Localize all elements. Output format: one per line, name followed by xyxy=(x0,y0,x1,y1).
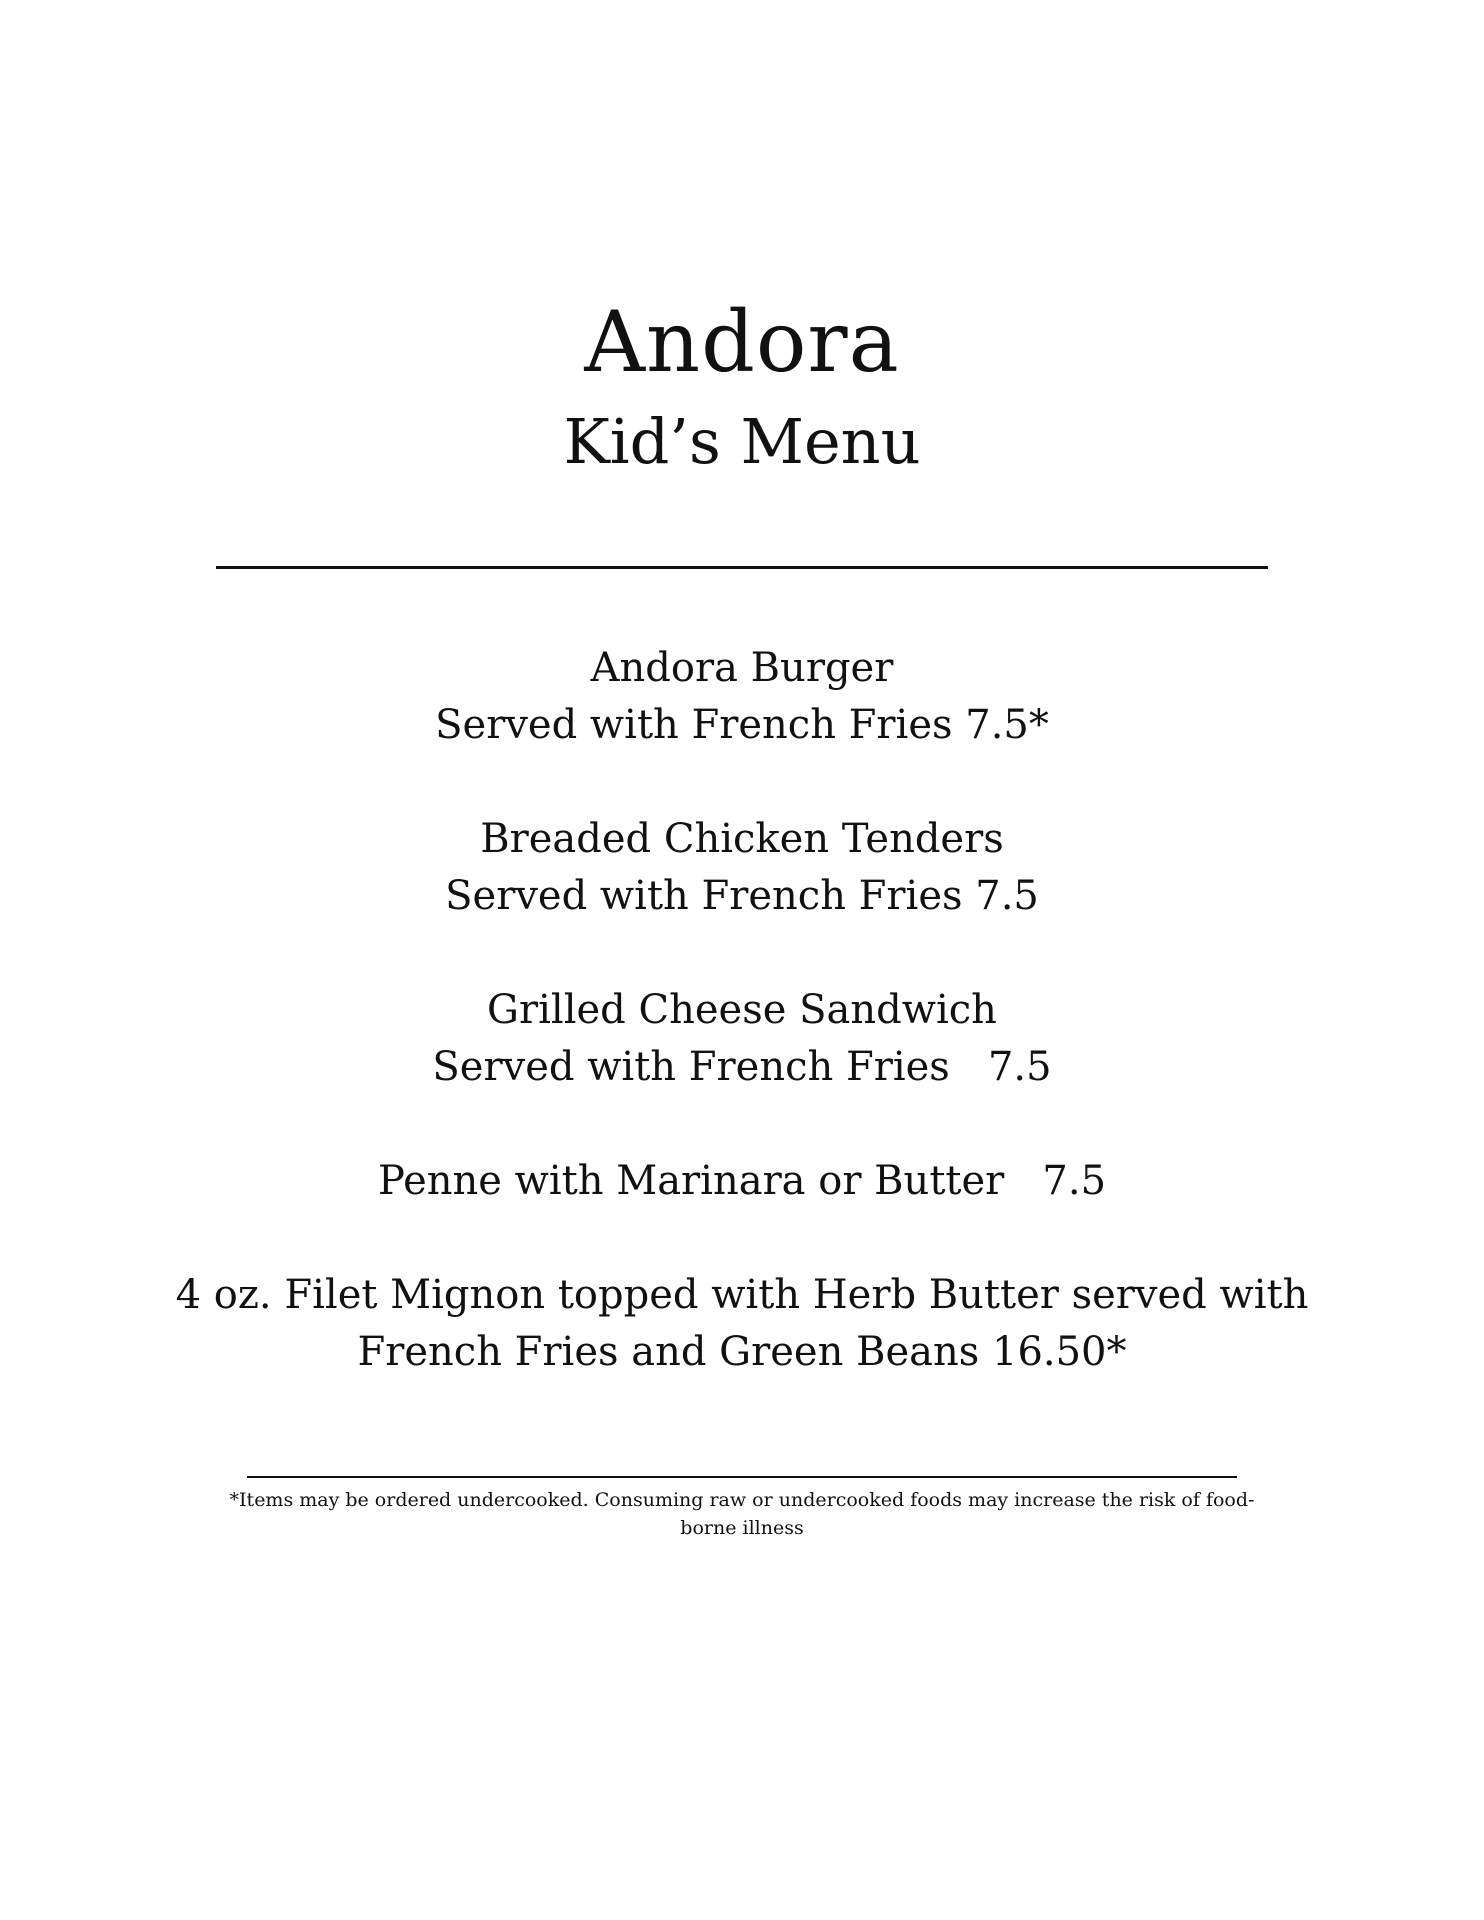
menu-item-name: Grilled Cheese Sandwich xyxy=(487,987,997,1033)
menu-item-grilled-cheese xyxy=(0,982,1484,1096)
menu-item-description: Served with French Fries 7.5 xyxy=(432,1044,1052,1090)
menu-title: Kid’s Menu xyxy=(563,405,921,478)
bottom-divider xyxy=(247,1476,1237,1478)
menu-item-filet-mignon xyxy=(0,1267,1484,1381)
menu-item-burger xyxy=(0,640,1484,754)
menu-items xyxy=(0,640,1484,1381)
disclaimer-text: *Items may be ordered undercooked. Consuming raw or undercooked foods may increase the risk of food-borne illness xyxy=(229,1489,1255,1539)
menu-item-chicken-tenders xyxy=(0,811,1484,925)
menu-item-description: French Fries and Green Beans 16.50* xyxy=(357,1329,1127,1375)
menu-item-name: Penne with Marinara or Butter 7.5 xyxy=(377,1158,1107,1204)
top-divider xyxy=(216,566,1268,569)
menu-item-name: 4 oz. Filet Mignon topped with Herb Butter served with xyxy=(175,1272,1309,1318)
menu-item-penne xyxy=(0,1153,1484,1210)
menu-item-description: Served with French Fries 7.5* xyxy=(435,702,1049,748)
menu-item-description: Served with French Fries 7.5 xyxy=(445,873,1039,919)
menu-item-name: Breaded Chicken Tenders xyxy=(480,816,1004,862)
restaurant-name: Andora xyxy=(584,293,900,391)
menu-item-name: Andora Burger xyxy=(590,645,894,691)
